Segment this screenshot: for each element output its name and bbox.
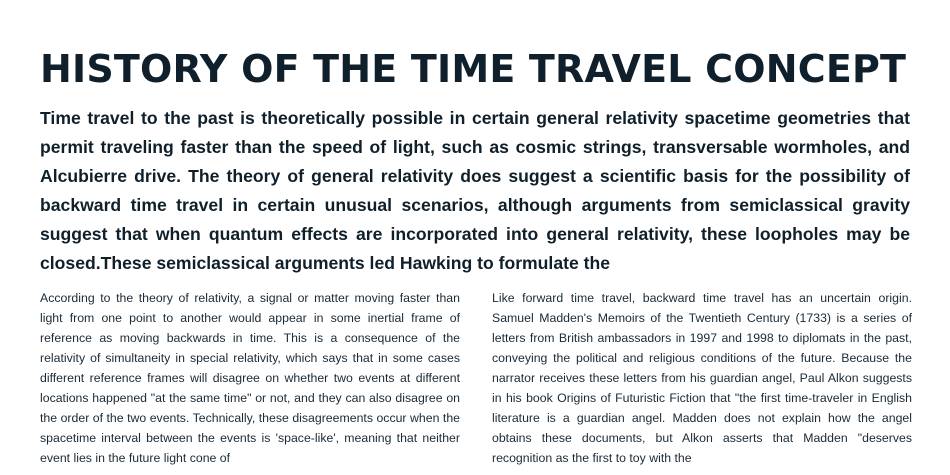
body-column-left: According to the theory of relativity, a signal or matter moving faster than light from one point to another would appear in some inertial frame of reference as moving backwards in time. This is a consequence of the relativity of simultaneity in special relativity, which says that in some cases different reference frames will disagree on whether two events at different locations happened "at the same time" or not, and they can also disagree on the order of the two events. Technically, these disagreements occur when the spacetime interval between the events is 'space-like', meaning that neither event lies in the future light cone of bbox=[40, 291, 460, 465]
lead-paragraph: Time travel to the past is theoretically possible in certain general relativity spacetime geometries that permit traveling faster than the speed of light, such as cosmic strings, transversable wormholes, and Alcubierre drive. The theory of general relativity does suggest a scientific basis for the possibility of backward time travel in certain unusual scenarios, although arguments from semiclassical gravity suggest that when quantum effects are incorporated into general relativity, these loopholes may be closed.These semiclassical arguments led Hawking to formulate the bbox=[40, 108, 910, 273]
body-column-right: Like forward time travel, backward time travel has an uncertain origin. Samuel Madden's Memoirs of the Twentieth Century (1733) is a series of letters from British ambassadors in 1997 and 1998 to diplomats in the past, conveying the political and religious conditions of the future. Because the narrator receives these letters from his guardian angel, Paul Alkon suggests in his book Origins of Futuristic Fiction that "the first time-traveler in English literature is a guardian angel. Madden does not explain how the angel obtains these documents, but Alkon asserts that Madden "deserves recognition as the first to toy with the bbox=[492, 291, 912, 465]
article-title: HISTORY OF THE TIME TRAVEL CONCEPT bbox=[40, 47, 907, 91]
